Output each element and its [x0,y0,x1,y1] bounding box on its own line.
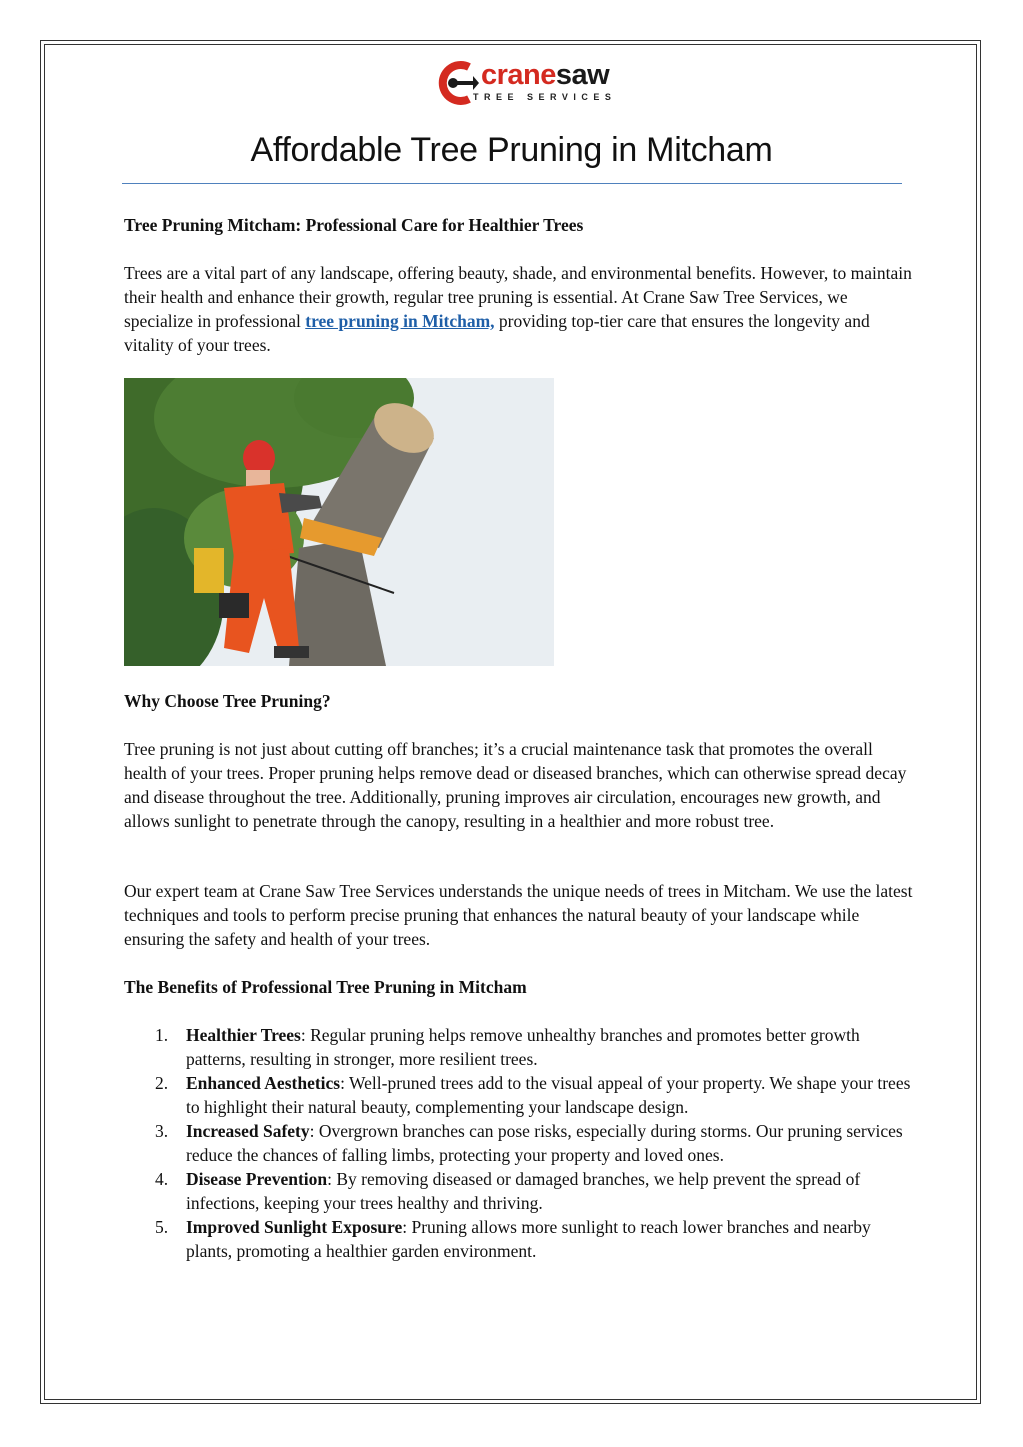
arborist-cutting-tree-photo [124,378,554,666]
intro-text-end: providing top-tier care that ensures the longevity and vitality of your trees. [124,311,870,355]
list-item-number: 3. [155,1121,169,1141]
list-item-number: 5. [155,1217,169,1237]
logo-brand-crane: crane [481,59,556,91]
tree-pruning-mitcham-link[interactable]: tree pruning in Mitcham, [305,311,495,331]
list-item-text: : Regular pruning helps remove unhealthy branches and promotes better growth patterns, resulting in stronger, more resilient trees. [186,1025,860,1069]
page-title: Affordable Tree Pruning in Mitcham [250,131,773,169]
list-item-term: Enhanced Aesthetics [186,1073,341,1093]
section-heading-benefits: The Benefits of Professional Tree Pruning in Mitcham [124,977,527,997]
list-item [124,1119,914,1167]
section-heading-intro: Tree Pruning Mitcham: Professional Care for Healthier Trees [124,215,584,235]
why-paragraph-2: Our expert team at Crane Saw Tree Services understands the unique needs of trees in Mitcham. We use the latest techniques and tools to perform precise pruning that enhances the natural beauty of your landscape while ensuring the safety and health of your trees. [124,881,913,949]
list-item-number: 1. [155,1025,169,1045]
list-item-text: : Pruning allows more sunlight to reach lower branches and nearby plants, promoting a healthier garden environment. [186,1217,871,1261]
benefits-list [124,1023,914,1263]
list-item [124,1215,914,1263]
list-item [124,1167,914,1215]
logo-tagline: TREE SERVICES [473,92,617,102]
section-heading-why: Why Choose Tree Pruning? [124,691,331,711]
intro-text-start: Trees are a vital part of any landscape, offering beauty, shade, and environmental benefits. However, to maintain their health and enhance their growth, regular tree pruning is essential. At Crane Saw Tree Services, we specialize in professional [124,263,912,331]
why-paragraph-1: Tree pruning is not just about cutting off branches; it’s a crucial maintenance task that promotes the overall health of your trees. Proper pruning helps remove dead or diseased branches, which can otherwise spread decay and disease throughout the tree. Additionally, pruning improves air circulation, encourages new growth, and allows sunlight to penetrate through the canopy, resulting in a healthier and more robust tree. [124,739,907,831]
list-item-text: : By removing diseased or damaged branches, we help prevent the spread of infections, keeping your trees healthy and thriving. [186,1169,861,1213]
intro-paragraph [124,261,914,357]
logo-brand-saw: saw [555,59,610,91]
list-item-term: Healthier Trees [186,1025,301,1045]
list-item-text: : Well-pruned trees add to the visual appeal of your property. We shape your trees to highlight their natural beauty, complementing your landscape design. [186,1073,911,1117]
list-item-term: Improved Sunlight Exposure [186,1217,403,1237]
list-item-number: 2. [155,1073,169,1093]
list-item [124,1023,914,1071]
list-item-text: : Overgrown branches can pose risks, especially during storms. Our pruning services reduce the chances of falling limbs, protecting your property and loved ones. [186,1121,903,1165]
list-item-term: Disease Prevention [186,1169,328,1189]
list-item [124,1071,914,1119]
list-item-term: Increased Safety [186,1121,310,1141]
title-underline [122,183,902,184]
list-item-number: 4. [155,1169,169,1189]
cranesaw-logo [433,58,617,108]
logo-wordmark [481,60,609,90]
